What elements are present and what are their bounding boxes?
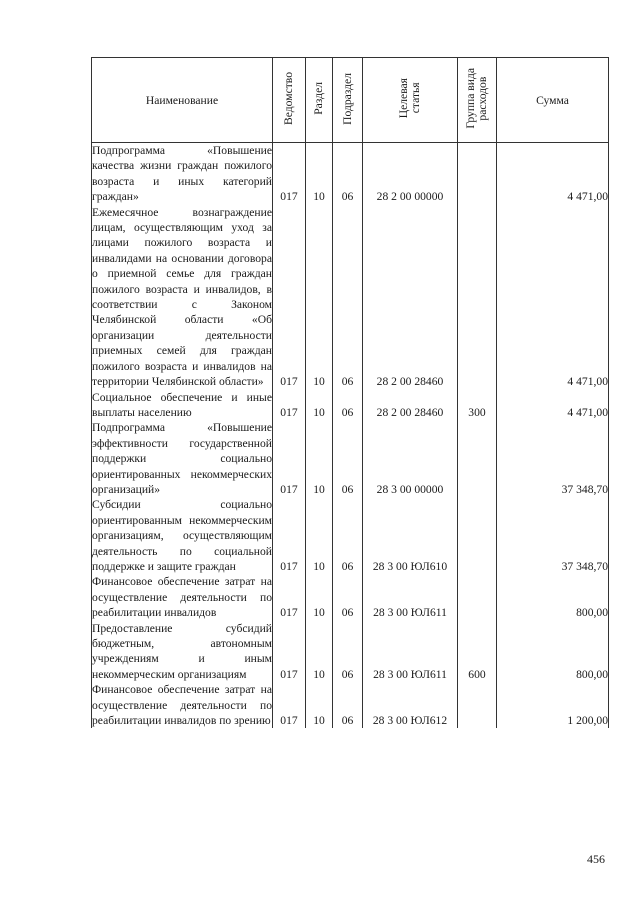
header-podrazdel: Подраздел — [333, 58, 363, 143]
row-group — [458, 420, 497, 497]
row-name: Субсидии социально ориентированным некоммерческим организациям, осуществляющим деятельность по социальной поддержке и защите граждан — [92, 498, 272, 573]
row-group — [458, 497, 497, 574]
row-sum: 800,00 — [497, 621, 609, 683]
row-razdel: 10 — [306, 497, 333, 574]
row-vedomstvo: 017 — [273, 205, 306, 390]
row-target: 28 2 00 28460 — [363, 390, 458, 421]
table-header — [92, 58, 609, 143]
table-body — [92, 143, 609, 729]
header-sum: Сумма — [497, 58, 609, 143]
row-target: 28 3 00 ЮЛ611 — [363, 621, 458, 683]
row-target: 28 3 00 ЮЛ610 — [363, 497, 458, 574]
row-group — [458, 682, 497, 728]
row-vedomstvo: 017 — [273, 574, 306, 620]
row-razdel: 10 — [306, 682, 333, 728]
row-podrazdel: 06 — [333, 682, 363, 728]
row-vedomstvo: 017 — [273, 143, 306, 205]
row-sum: 4 471,00 — [497, 143, 609, 205]
header-razdel: Раздел — [306, 58, 333, 143]
row-podrazdel: 06 — [333, 621, 363, 683]
table-row — [92, 420, 609, 497]
row-name: Финансовое обеспечение затрат на осуществление деятельности по реабилитации инвалидов по зрению — [92, 683, 272, 728]
row-sum: 4 471,00 — [497, 390, 609, 421]
row-razdel: 10 — [306, 205, 333, 390]
row-group: 600 — [458, 621, 497, 683]
row-sum: 37 348,70 — [497, 497, 609, 574]
header-group: Группа вида расходов — [458, 58, 497, 143]
row-razdel: 10 — [306, 574, 333, 620]
page-number: 456 — [587, 852, 605, 866]
table-row — [92, 205, 609, 390]
row-vedomstvo: 017 — [273, 497, 306, 574]
table-row — [92, 143, 609, 205]
row-vedomstvo: 017 — [273, 420, 306, 497]
row-target: 28 3 00 ЮЛ611 — [363, 574, 458, 620]
row-vedomstvo: 017 — [273, 621, 306, 683]
row-group — [458, 143, 497, 205]
row-target: 28 3 00 ЮЛ612 — [363, 682, 458, 728]
row-sum: 1 200,00 — [497, 682, 609, 728]
table-row — [92, 574, 609, 620]
row-vedomstvo: 017 — [273, 390, 306, 421]
header-target: Целевая статья — [363, 58, 458, 143]
row-razdel: 10 — [306, 390, 333, 421]
row-name: Финансовое обеспечение затрат на осуществление деятельности по реабилитации инвалидов — [92, 575, 272, 620]
table-row — [92, 621, 609, 683]
row-razdel: 10 — [306, 420, 333, 497]
row-group — [458, 574, 497, 620]
row-podrazdel: 06 — [333, 143, 363, 205]
header-name: Наименование — [92, 58, 273, 143]
row-podrazdel: 06 — [333, 574, 363, 620]
row-target: 28 2 00 00000 — [363, 143, 458, 205]
row-razdel: 10 — [306, 143, 333, 205]
table-row — [92, 497, 609, 574]
row-target: 28 3 00 00000 — [363, 420, 458, 497]
row-group: 300 — [458, 390, 497, 421]
row-sum: 4 471,00 — [497, 205, 609, 390]
table-row — [92, 390, 609, 421]
header-vedomstvo: Ведомство — [273, 58, 306, 143]
row-podrazdel: 06 — [333, 420, 363, 497]
row-podrazdel: 06 — [333, 205, 363, 390]
table-row — [92, 682, 609, 728]
row-razdel: 10 — [306, 621, 333, 683]
row-target: 28 2 00 28460 — [363, 205, 458, 390]
row-vedomstvo: 017 — [273, 682, 306, 728]
row-sum: 800,00 — [497, 574, 609, 620]
row-name: Социальное обеспечение и иные выплаты населению — [92, 390, 272, 419]
row-name: Подпрограмма «Повышение качества жизни граждан пожилого возраста и иных категорий граждан» — [92, 144, 272, 204]
row-podrazdel: 06 — [333, 390, 363, 421]
row-name: Ежемесячное вознаграждение лицам, осуществляющим уход за лицами пожилого возраста и инвалидами на основании договора о приемной семье для граждан пожилого возраста и инвалидов, в соответствии с Законом Челябинской области «Об организации деятельности приемных семей для граждан пожилого возраста и инвалидов на территории Челябинской области» — [92, 205, 272, 389]
row-sum: 37 348,70 — [497, 420, 609, 497]
row-name: Подпрограмма «Повышение эффективности государственной поддержки социально ориентированных некоммерческих организаций» — [92, 421, 272, 496]
row-podrazdel: 06 — [333, 497, 363, 574]
row-group — [458, 205, 497, 390]
row-name: Предоставление субсидий бюджетным, автономным учреждениям и иным некоммерческим организациям — [92, 621, 272, 681]
budget-table — [91, 57, 609, 728]
